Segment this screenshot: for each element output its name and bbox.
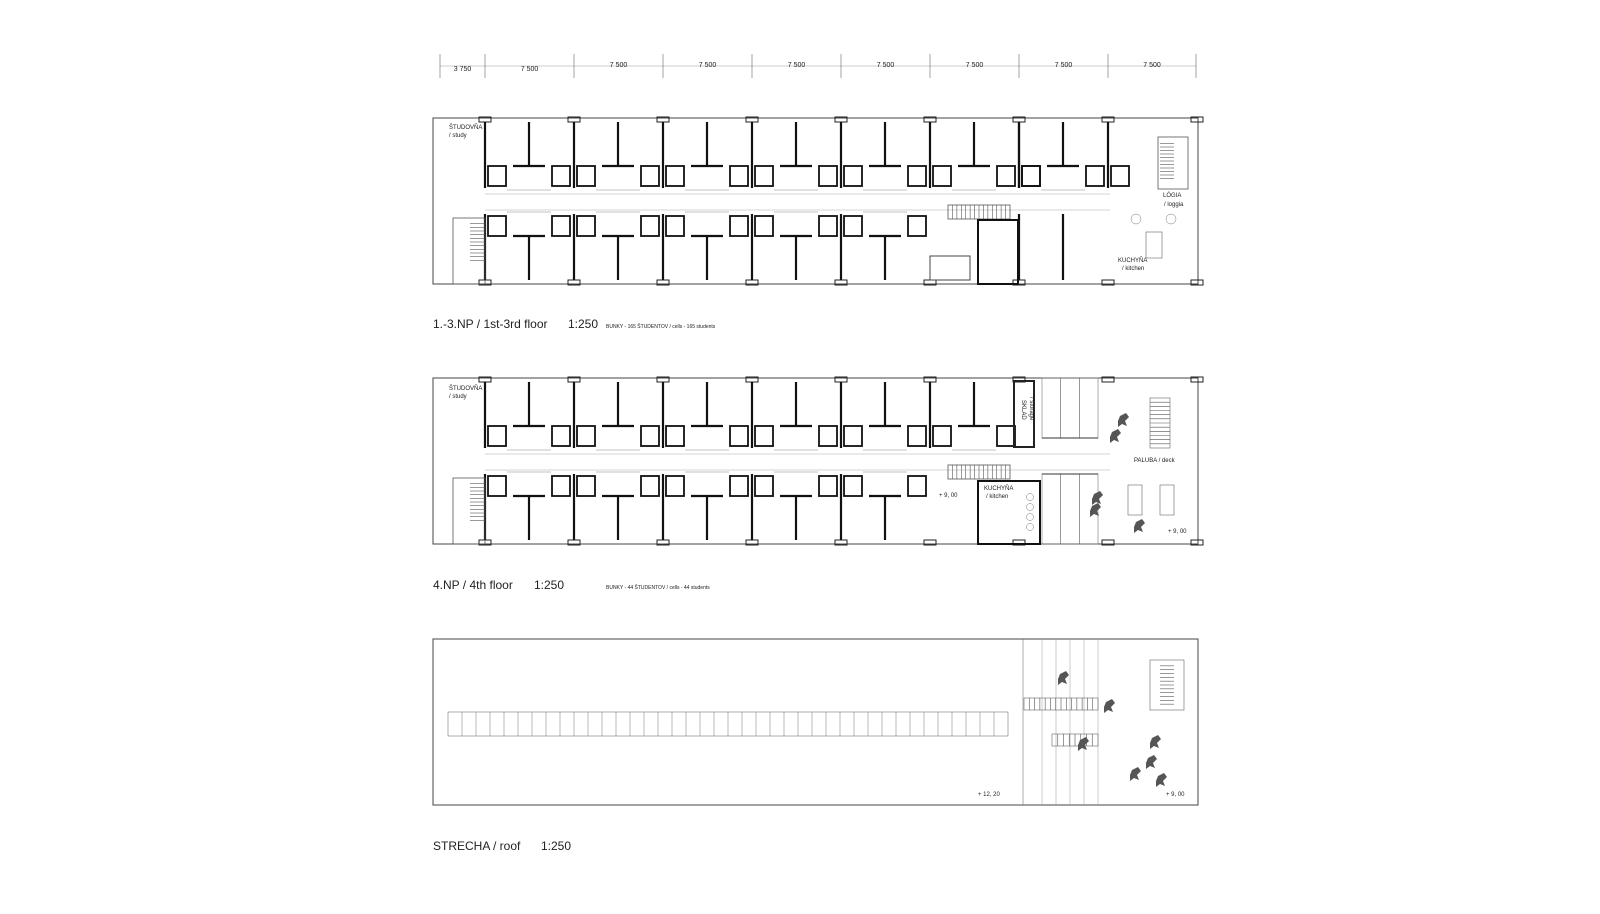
bathroom-pod — [666, 166, 684, 186]
dimension-label: 7 500 — [876, 62, 895, 69]
bathroom-pod — [641, 476, 659, 496]
person-figure — [1118, 413, 1129, 427]
deck-steps — [1042, 378, 1098, 438]
dimension-label: 7 500 — [1143, 62, 1161, 69]
bathroom-pod — [552, 166, 570, 186]
floor-4-note: BUNKY - 44 ŠTUDENTOV / cells - 44 students — [606, 585, 710, 591]
bathroom-pod — [730, 476, 748, 496]
bathroom-pod — [755, 166, 773, 186]
people-figures — [1058, 413, 1167, 787]
dimension-label: 7 500 — [787, 62, 806, 69]
person-figure — [1110, 429, 1121, 443]
room-study-label-4: ŠTUDOVŇA — [449, 386, 483, 392]
person-figure — [1058, 671, 1069, 685]
elevation-4-a: + 9, 00 — [939, 493, 958, 499]
room-loggia-label: LÓGIA — [1163, 193, 1182, 199]
bathroom-pod — [997, 426, 1015, 446]
room-deck-label: PALUBA / deck — [1134, 458, 1175, 464]
bathroom-pod — [577, 166, 595, 186]
kitchen-stool — [1027, 514, 1034, 521]
kitchen-stool — [1027, 504, 1034, 511]
bathroom-pod — [908, 216, 926, 236]
kitchen-stool — [1027, 524, 1034, 531]
bathroom-pod — [552, 426, 570, 446]
bathroom-pod — [641, 426, 659, 446]
elevation-roof-a: + 12, 20 — [978, 792, 1000, 798]
bathroom-pod — [1022, 166, 1040, 186]
bathroom-pod — [1022, 166, 1040, 186]
deck-table — [1128, 485, 1142, 515]
bathroom-pod — [488, 216, 506, 236]
bathroom-pod — [844, 476, 862, 496]
roof-title: STRECHA / roof — [433, 839, 521, 853]
room-kitchen-label: KUCHYŇA — [1118, 258, 1148, 264]
person-figure — [1146, 755, 1157, 769]
bathroom-pod — [666, 216, 684, 236]
dimension-label: 7 500 — [698, 62, 717, 69]
bathroom-pod — [908, 476, 926, 496]
dimension-label: 7 500 — [965, 62, 984, 69]
bathroom-pod — [933, 166, 951, 186]
kitchen-stool — [1027, 494, 1034, 501]
floor-1-note: BUNKY - 165 ŠTUDENTOV / cells - 165 students — [606, 324, 716, 330]
dimension-label: 7 500 — [520, 66, 539, 73]
person-figure — [1150, 735, 1161, 749]
bathroom-pod — [819, 216, 837, 236]
bathroom-pod — [908, 166, 926, 186]
core-shaft — [978, 220, 1018, 284]
dimension-line — [440, 54, 1196, 78]
bathroom-pod — [488, 476, 506, 496]
elevation-4-b: + 9, 00 — [1168, 529, 1187, 535]
bathroom-pod — [730, 216, 748, 236]
bathroom-pod — [933, 426, 951, 446]
person-figure — [1090, 503, 1101, 517]
elevation-roof-b: + 9, 00 — [1166, 792, 1185, 798]
bathroom-pod — [755, 216, 773, 236]
room-loggia-en-label: / loggia — [1164, 202, 1184, 208]
bathroom-pod — [488, 426, 506, 446]
room-study-en-label-4: / study — [449, 394, 467, 400]
bathroom-pod — [641, 216, 659, 236]
bathroom-pod — [908, 426, 926, 446]
bathroom-pod — [997, 166, 1015, 186]
person-figure — [1092, 491, 1103, 505]
bathroom-pod — [844, 166, 862, 186]
floor-4-scale: 1:250 — [534, 578, 565, 592]
floor-1-scale: 1:250 — [568, 317, 599, 331]
room-study-en-label: / study — [449, 133, 467, 139]
room-kitchen-en-label: / kitchen — [1122, 266, 1145, 272]
bathroom-pod — [1086, 166, 1104, 186]
bathroom-pod — [755, 476, 773, 496]
bathroom-pod — [577, 476, 595, 496]
person-figure — [1130, 767, 1141, 781]
person-figure — [1156, 773, 1167, 787]
bathroom-pod — [666, 476, 684, 496]
bathroom-pod — [666, 426, 684, 446]
room-storage-en-label: / storage — [1028, 397, 1034, 421]
person-figure — [1134, 519, 1145, 533]
roof-scale: 1:250 — [541, 839, 572, 853]
bathroom-pod — [844, 426, 862, 446]
floor-1-title: 1.-3.NP / 1st-3rd floor — [433, 317, 548, 331]
dimension-label: 7 500 — [609, 62, 628, 69]
bathroom-pod — [819, 476, 837, 496]
bathroom-pod — [819, 426, 837, 446]
dimension-label: 3 750 — [453, 66, 472, 73]
bathroom-pod — [755, 426, 773, 446]
bathroom-pod — [577, 426, 595, 446]
plan-1st-3rd-floor — [433, 117, 1203, 331]
person-figure — [1078, 737, 1089, 751]
room-storage-label: SKLAD — [1020, 400, 1026, 420]
bathroom-pod — [577, 216, 595, 236]
bathroom-pod — [844, 216, 862, 236]
bathroom-pod — [1111, 166, 1129, 186]
dimension-label: 7 500 — [1054, 62, 1073, 69]
bathroom-pod — [730, 426, 748, 446]
room-kitchen-label-4: KUCHYŇA — [984, 486, 1014, 492]
bathroom-pod — [730, 166, 748, 186]
person-figure — [1104, 699, 1115, 713]
bathroom-pod — [819, 166, 837, 186]
bathroom-pod — [552, 476, 570, 496]
deck-steps — [1042, 474, 1098, 544]
bathroom-pod — [488, 166, 506, 186]
room-kitchen-en-label-4: / kitchen — [986, 494, 1009, 500]
plan-4th-floor — [433, 377, 1203, 592]
floor-4-title: 4.NP / 4th floor — [433, 578, 513, 592]
bathroom-pod — [552, 216, 570, 236]
bathroom-pod — [641, 166, 659, 186]
deck-table — [1160, 485, 1174, 515]
elevator — [930, 256, 970, 280]
room-study-label: ŠTUDOVŇA — [449, 125, 483, 131]
